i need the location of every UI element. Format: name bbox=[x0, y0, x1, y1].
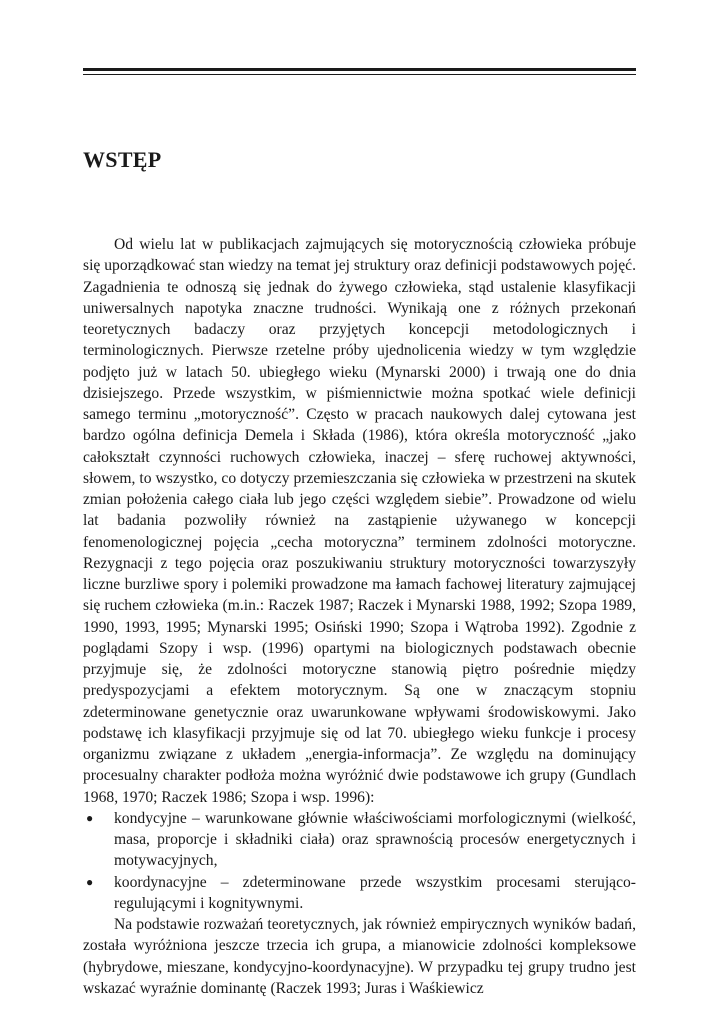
list-item-text: koordynacyjne – zdeterminowane przede wszystkim procesami sterująco-regulującymi i kognitywnymi. bbox=[114, 873, 636, 912]
ability-list bbox=[83, 808, 636, 914]
list-item-kondycyjne bbox=[83, 808, 636, 872]
paragraph-continuation: Na podstawie rozważań teoretycznych, jak również empirycznych wyników badań, została wyróżniona jeszcze trzecia ich grupa, a mianowicie zdolności kompleksowe (hybrydowe, mieszane, kondycyjno-koordynacyjne). W przypadku tej grupy trudno jest wskazać wyraźnie dominantę (Raczek 1993; Juras i Waśkiewicz bbox=[83, 916, 636, 997]
list-item-koordynacyjne bbox=[83, 872, 636, 915]
list-item-text: kondycyjne – warunkowane głównie właściwościami morfologicznymi (wielkość, masa, proporcje i składniki ciała) oraz sprawnością procesów energetycznych i motywacyjnych, bbox=[114, 809, 636, 870]
paragraph-intro: Od wielu lat w publikacjach zajmujących się motorycznością człowieka próbuje się uporządkować stan wiedzy na temat jej struktury oraz definicji podstawowych pojęć. Zagadnienia te odnoszą się jednak do żywego człowieka, stąd ustalenie klasyfikacji uniwersalnych napotyka znaczne trudności. Wynikają one z różnych przekonań teoretycznych badaczy oraz przyjętych koncepcji metodologicznych i terminologicznych. Pierwsze rzetelne próby ujednolicenia wiedzy w tym względzie podjęto już w latach 50. ubiegłego wieku (Mynarski 2000) i trwają one do dnia dzisiejszego. Przede wszystkim, w piśmiennictwie można spotkać wiele definicji samego terminu „motoryczność”. Często w pracach naukowych dalej cytowana jest bardzo ogólna definicja Demela i Składa (1986), która określa motoryczność „jako całokształt czynności ruchowych człowieka, inaczej – sferę ruchowej aktywności, słowem, to wszystko, co dotyczy przemieszczania się człowieka w przestrzeni na skutek zmian położenia całego ciała lub jego części względem siebie”. Prowadzone od wielu lat badania pozwoliły również na zastąpienie używanego w koncepcji fenomenologicznej pojęcia „cecha motoryczna” terminem zdolności motoryczne. Rezygnacji z tego pojęcia oraz poszukiwaniu struktury motoryczności towarzyszyły liczne burzliwe spory i polemiki prowadzone ma łamach fachowej literatury zajmującej się ruchem człowieka (m.in.: Raczek 1987; Raczek i Mynarski 1988, 1992; Szopa 1989, 1990, 1993, 1995; Mynarski 1995; Osiński 1990; Szopa i Wątroba 1992). Zgodnie z poglądami Szopy i wsp. (1996) opartymi na biologicznych podstawach obecnie przyjmuje się, że zdolności motoryczne stanowią piętro pośrednie między predyspozycjami a efektem motorycznym. Są one w znaczącym stopniu zdeterminowane genetycznie oraz uwarunkowane wpływami środowiskowymi. Jako podstawę ich klasyfikacji przyjmuje się od lat 70. ubiegłego wieku funkcje i procesy organizmu związane z układem „energia-informacja”. Ze względu na dominujący procesualny charakter podłoża można wyróżnić dwie podstawowe ich grupy (Gundlach 1968, 1970; Raczek 1986; Szopa i wsp. 1996): bbox=[83, 236, 636, 806]
bullet-icon: ● bbox=[86, 810, 94, 825]
body-text bbox=[83, 234, 636, 999]
bullet-icon: ● bbox=[86, 874, 94, 889]
chapter-heading: WSTĘP bbox=[83, 147, 162, 172]
header-rule-thick bbox=[83, 68, 636, 71]
header-rule-thin bbox=[83, 74, 636, 75]
